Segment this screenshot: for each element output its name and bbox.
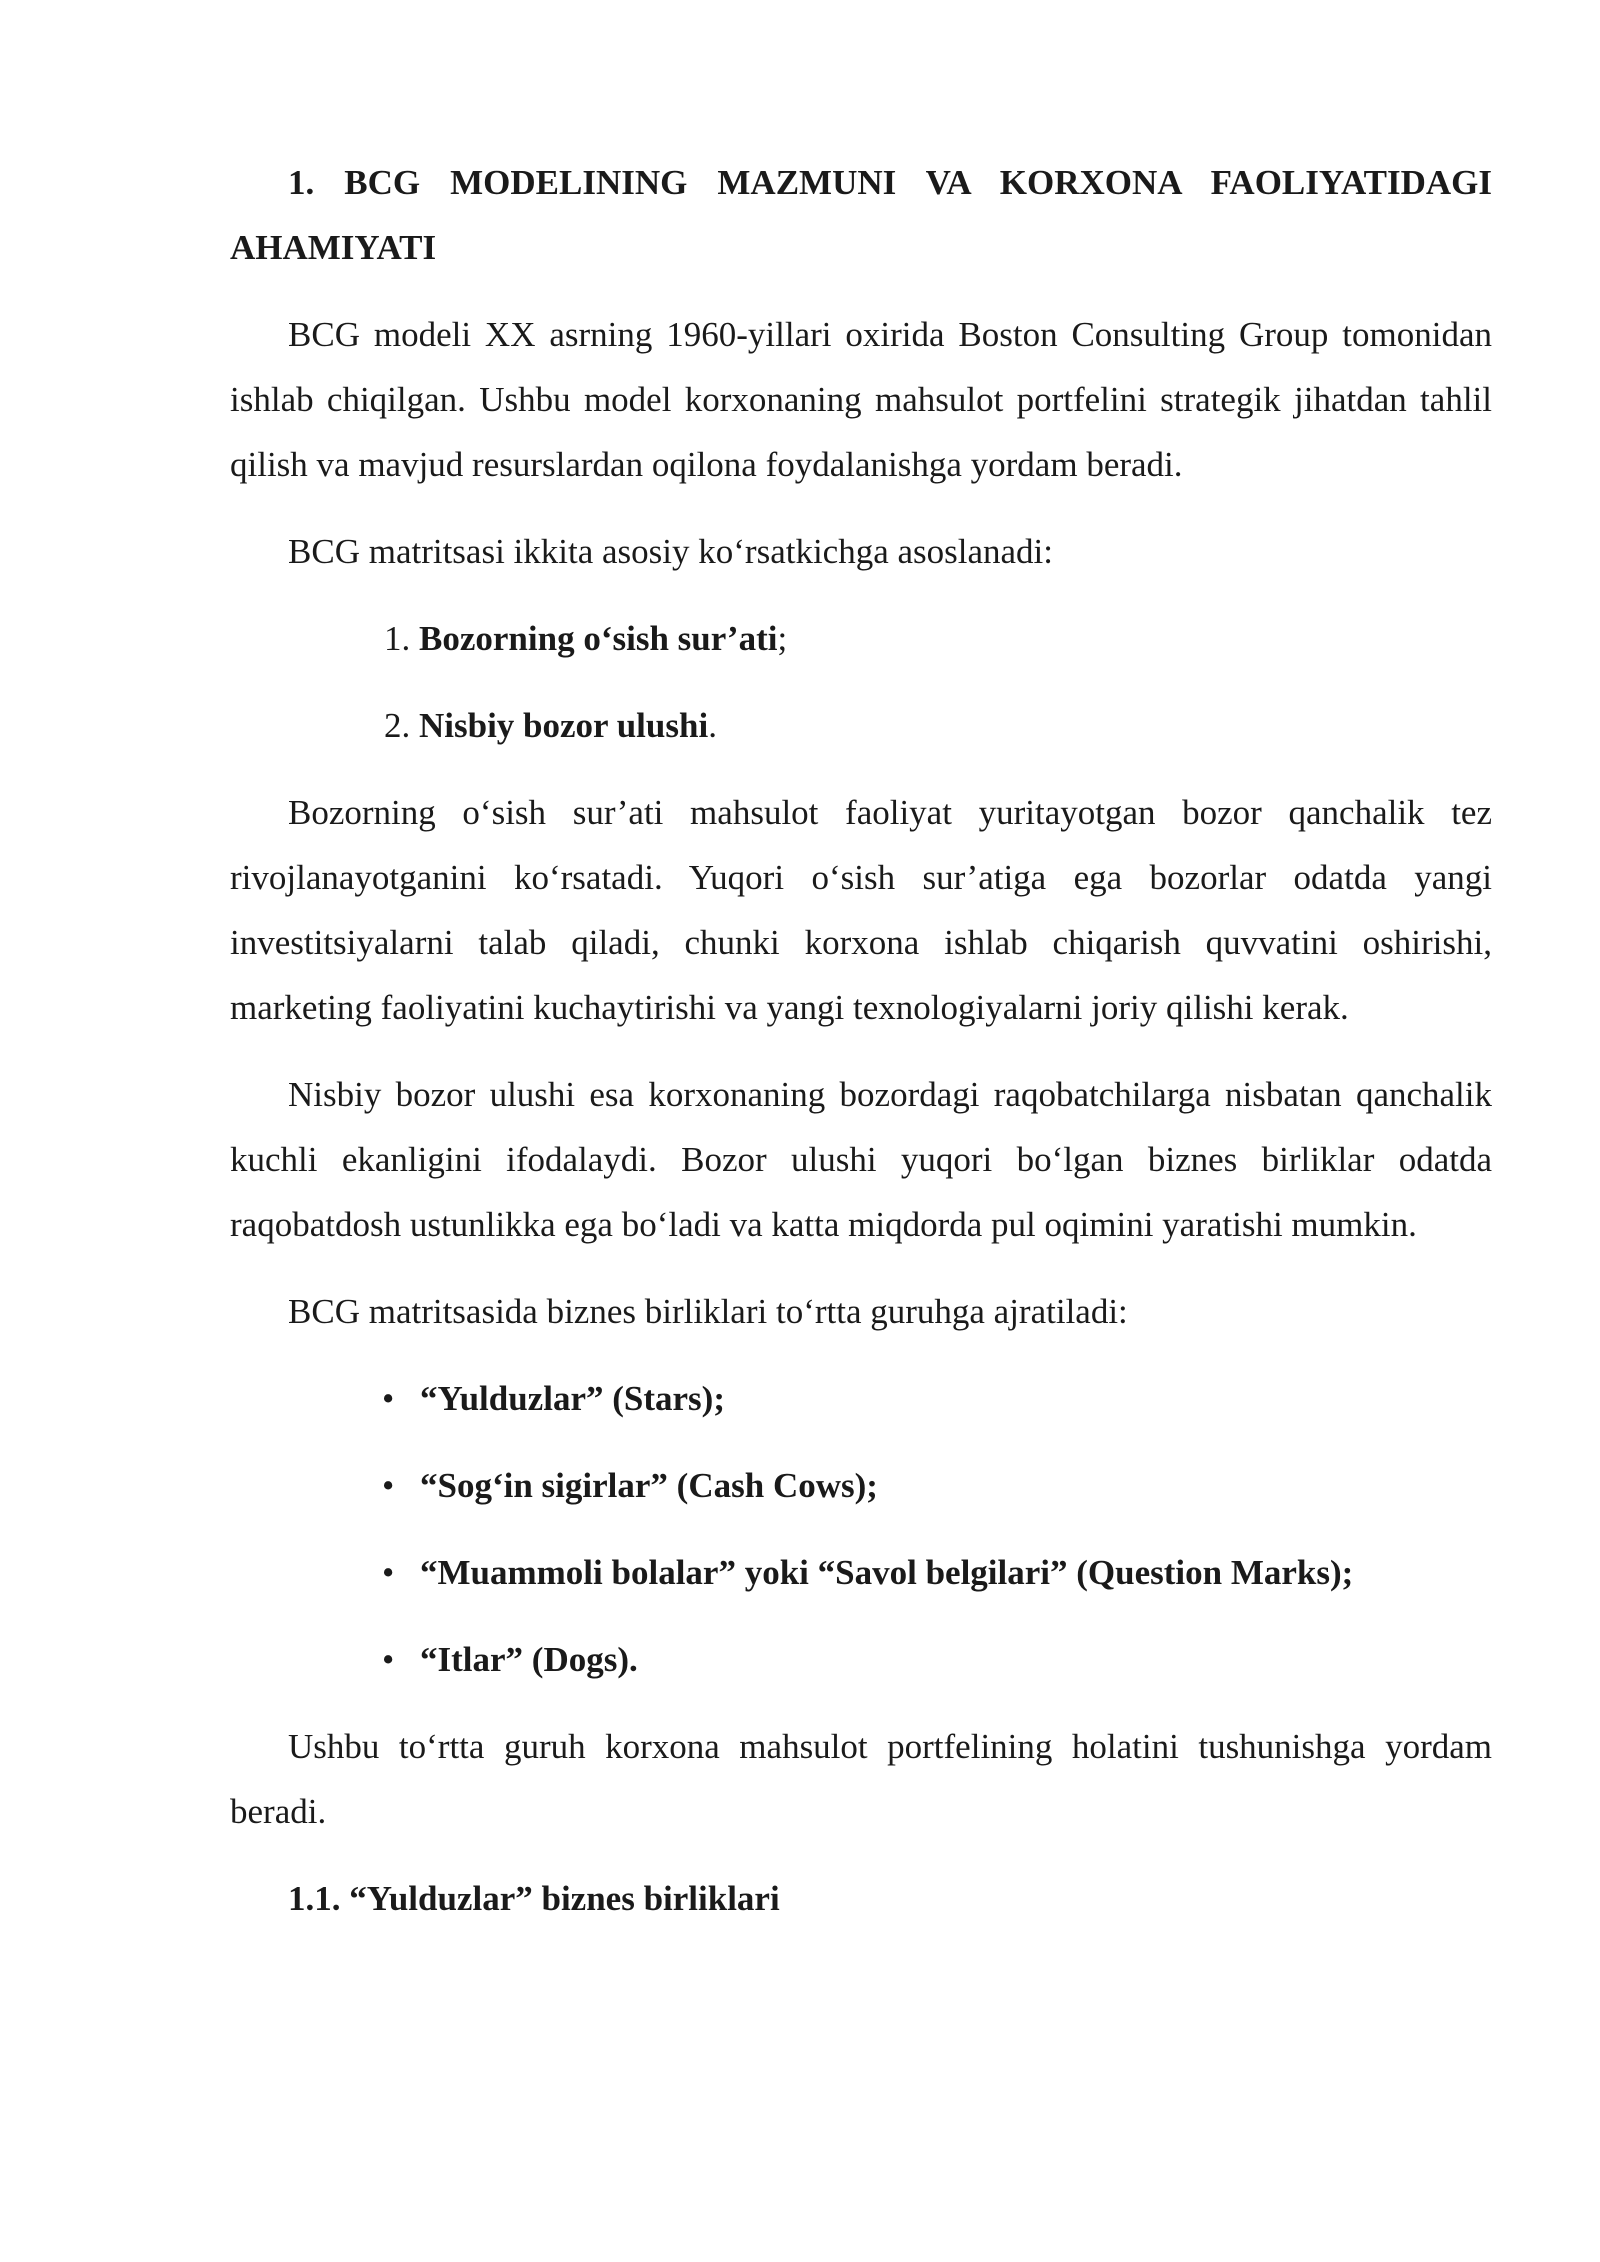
group-label: “Itlar” (Dogs). [420, 1640, 638, 1679]
document-page [230, 150, 1492, 1931]
growth-rate-paragraph: Bozorning o‘sish sur’ati mahsulot faoliyat yuritayotgan bozor qanchalik tez rivojlanayotganini ko‘rsatadi. Yuqori o‘sish sur’atiga ega bozorlar odatda yangi investitsiyalarni talab qiladi, chunki korxona ishlab chiqarish quvvatini oshirishi, marketing faoliyatini kuchaytirishi va yangi texnologiyalarni joriy qilishi kerak. [230, 793, 1492, 1027]
group-label: “Yulduzlar” (Stars); [420, 1379, 725, 1418]
group-label: “Muammoli bolalar” yoki “Savol belgilari” (Question Marks); [420, 1553, 1354, 1592]
list-item [230, 1540, 1492, 1605]
indicator-label: Nisbiy bozor ulushi [419, 706, 709, 745]
bullet-icon: • [382, 1640, 395, 1679]
intro-paragraph: BCG modeli XX asrning 1960-yillari oxirida Boston Consulting Group tomonidan ishlab chiqilgan. Ushbu model korxonaning mahsulot portfelini strategik jihatdan tahlil qilish va mavjud resurslardan oqilona foydalanishga yordam beradi. [230, 315, 1492, 484]
bullet-icon: • [382, 1379, 395, 1418]
list-item [230, 1627, 1492, 1692]
list-item [230, 1453, 1492, 1518]
market-share-paragraph: Nisbiy bozor ulushi esa korxonaning bozordagi raqobatchilarga nisbatan qanchalik kuchli ekanligini ifodalaydi. Bozor ulushi yuqori bo‘lgan biznes birliklar odatda raqobatdosh ustunlikka ega bo‘ladi va katta miqdorda pul oqimini yaratishi mumkin. [230, 1075, 1492, 1244]
list-item [230, 1366, 1492, 1431]
indicators-intro-paragraph: BCG matritsasi ikkita asosiy ko‘rsatkichga asoslanadi: [288, 532, 1054, 571]
indicator-number: 1. [384, 619, 411, 658]
indicator-punctuation: . [708, 706, 717, 745]
subsection-heading: 1.1. “Yulduzlar” biznes birliklari [288, 1879, 780, 1918]
indicator-label: Bozorning o‘sish sur’ati [419, 619, 778, 658]
indicator-number: 2. [384, 706, 411, 745]
bullet-icon: • [382, 1466, 395, 1505]
groups-list [230, 1366, 1492, 1692]
section-heading: 1. BCG MODELINING MAZMUNI VA KORXONA FAOLIYATIDAGI AHAMIYATI [230, 163, 1492, 267]
indicator-punctuation: ; [777, 619, 788, 658]
bullet-icon: • [382, 1553, 395, 1592]
group-label: “Sog‘in sigirlar” (Cash Cows); [420, 1466, 878, 1505]
groups-intro-paragraph: BCG matritsasida biznes birliklari to‘rtta guruhga ajratiladi: [288, 1292, 1128, 1331]
indicator-item [230, 693, 1492, 758]
indicator-item [230, 606, 1492, 671]
summary-paragraph: Ushbu to‘rtta guruh korxona mahsulot portfelining holatini tushunishga yordam beradi. [230, 1727, 1492, 1831]
